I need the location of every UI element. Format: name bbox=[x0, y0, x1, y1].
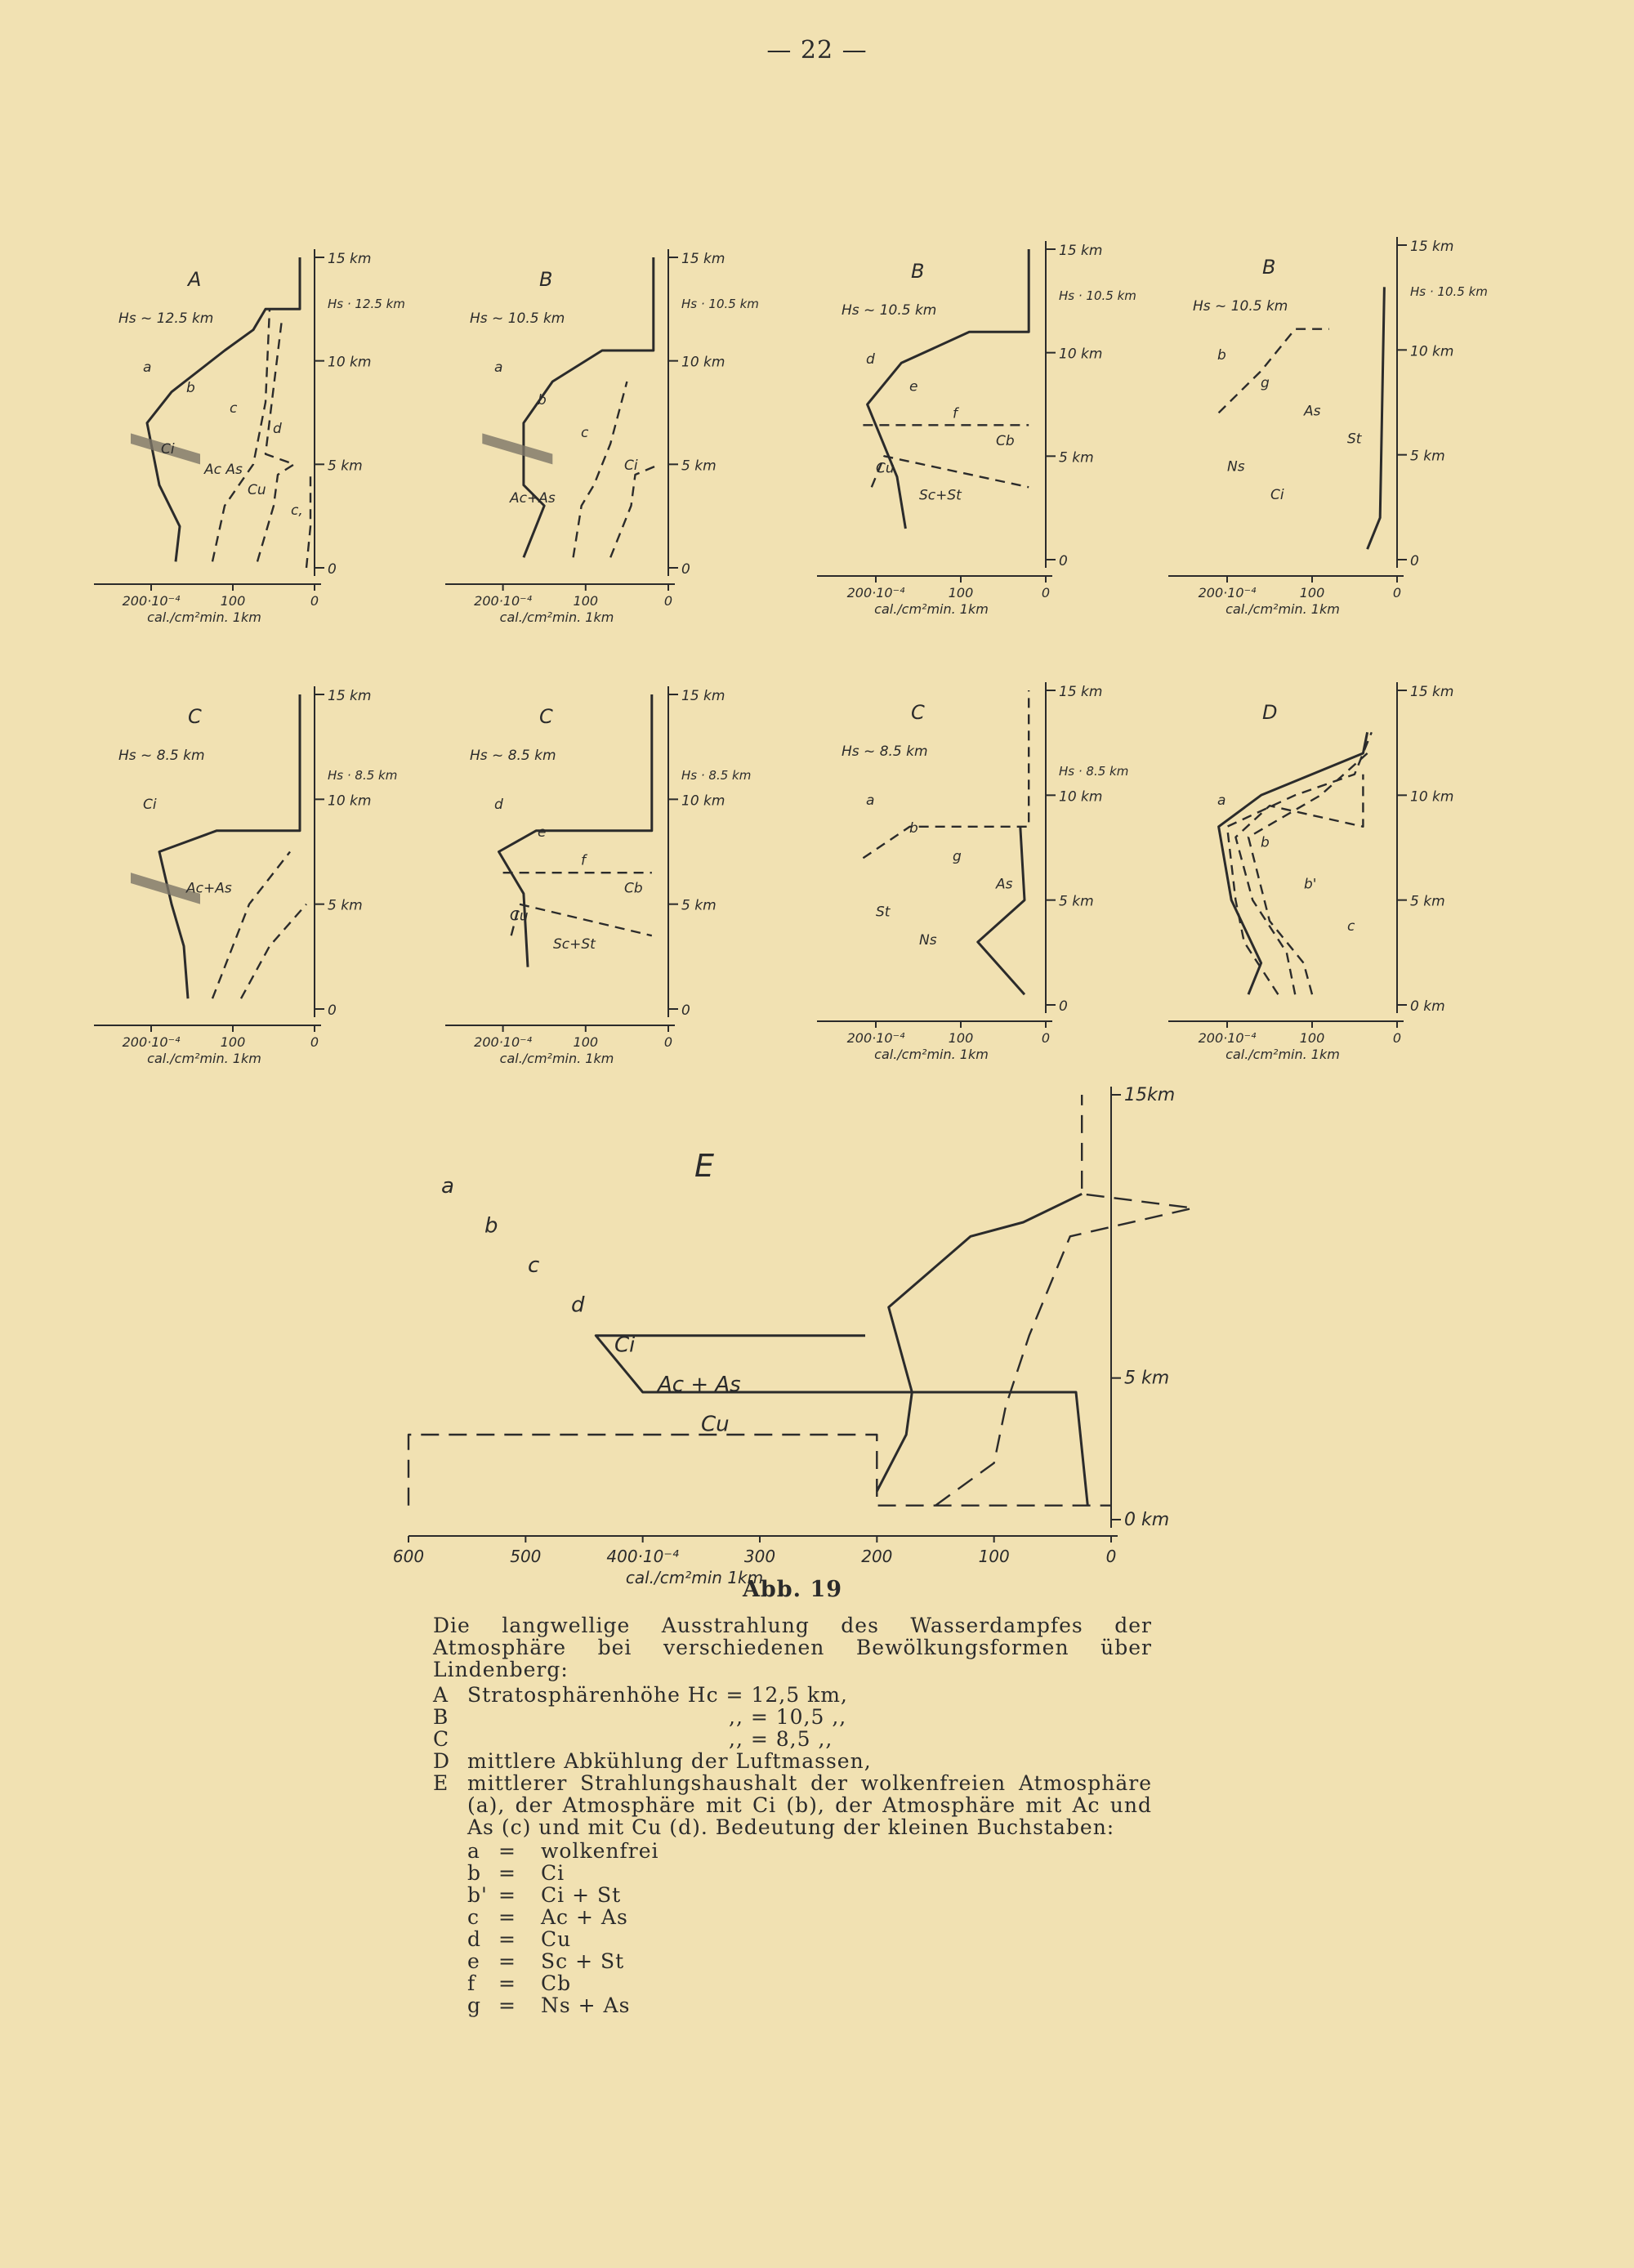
panel-c3-curve-label: As bbox=[996, 876, 1013, 893]
panel-c1-x-tick-label: 200·10⁻⁴ bbox=[122, 1034, 181, 1050]
panel-c2-x-tick-label: 200·10⁻⁴ bbox=[474, 1034, 533, 1050]
panel-c3-curve-label: b bbox=[909, 820, 918, 837]
panel-a-y-tick-label: 0 bbox=[328, 561, 337, 578]
panel-a-hs-label: Hs ~ 12.5 km bbox=[118, 310, 214, 327]
legend-list bbox=[467, 1840, 1152, 2016]
panel-c3-series-a bbox=[978, 827, 1025, 994]
panel-e-curve-label: Ci bbox=[614, 1333, 636, 1358]
panel-c2-series-a bbox=[499, 694, 652, 967]
panel-e-series-b bbox=[935, 1095, 1193, 1506]
legend-item bbox=[467, 1840, 1152, 1862]
caption-item-e bbox=[433, 1772, 1152, 1838]
panel-c1-series-c bbox=[241, 904, 306, 999]
panel-b1-curve-label: b bbox=[538, 392, 547, 409]
panel-c3-x-tick-label: 200·10⁻⁴ bbox=[846, 1030, 905, 1046]
panel-e-x-tick-label: 600 bbox=[392, 1547, 425, 1566]
panel-d-y-tick-label: 10 km bbox=[1410, 788, 1454, 806]
panel-b1-curve-label: a bbox=[494, 359, 503, 376]
panel-c2-y-tick-label: 10 km bbox=[681, 792, 725, 810]
caption-title: Abb. 19 bbox=[742, 1577, 843, 1602]
panel-b1-x-tick-label: 100 bbox=[573, 593, 599, 609]
panel-c1-hs-label: Hs ~ 8.5 km bbox=[118, 748, 205, 764]
legend-item bbox=[467, 1884, 1152, 1906]
panel-b3-curve-label: g bbox=[1261, 375, 1270, 392]
panel-c2-x-tick-label: 0 bbox=[663, 1034, 673, 1050]
panel-a-y-tick-label: 5 km bbox=[328, 458, 363, 475]
panel-a-curve-label: Cu bbox=[248, 482, 266, 498]
legend-value: Sc + St bbox=[541, 1949, 625, 1973]
panel-b2-curve-label: e bbox=[909, 378, 918, 395]
panel-b3-y-tick-label: 5 km bbox=[1410, 448, 1445, 465]
panel-c2-y-tick-label: 5 km bbox=[681, 897, 717, 914]
panel-c1-series-b bbox=[212, 852, 290, 999]
caption-intro: Die langwellige Ausstrahlung des Wasserdampfes der Atmosphäre bei verschiedenen Bewölkungsformen über Lindenberg: bbox=[433, 1614, 1152, 1681]
panel-a-curve-label: Ci bbox=[161, 441, 175, 458]
panel-c1-title: C bbox=[188, 705, 202, 728]
legend-eq: = bbox=[498, 1993, 516, 2017]
legend-eq: = bbox=[498, 1971, 516, 1995]
panel-c2-x-tick-label: 100 bbox=[573, 1034, 599, 1050]
panel-b1-y-tick-label: 5 km bbox=[681, 458, 717, 475]
panel-b3-curve-label: Ns bbox=[1227, 458, 1245, 475]
legend-item bbox=[467, 1950, 1152, 1972]
legend-value: wolkenfrei bbox=[541, 1839, 659, 1863]
panel-b1-cloud-band bbox=[482, 433, 552, 464]
panel-a-x-tick-label: 200·10⁻⁴ bbox=[122, 593, 181, 609]
legend-key: a bbox=[467, 1839, 480, 1863]
panel-a-curve-label: b bbox=[186, 380, 195, 396]
panel-e-curve-label: Ac + As bbox=[658, 1372, 741, 1397]
panel-b1-hs-right: Hs · 10.5 km bbox=[681, 297, 759, 311]
panel-b3-x-axis-label: cal./cm²min. 1km bbox=[1226, 601, 1340, 617]
legend-eq: = bbox=[498, 1861, 516, 1885]
panel-b1-curve-label: Ci bbox=[624, 458, 638, 474]
panel-d-y-tick-label: 0 km bbox=[1410, 998, 1445, 1015]
legend-value: Cu bbox=[541, 1927, 572, 1951]
panel-b1-series-c bbox=[610, 464, 660, 557]
legend-value: Cb bbox=[541, 1971, 572, 1995]
panel-c3-y-tick-label: 5 km bbox=[1059, 893, 1094, 910]
panel-e-title: E bbox=[694, 1148, 715, 1184]
panel-a-series-a bbox=[147, 257, 300, 561]
panel-d-series-c bbox=[1248, 753, 1368, 994]
panel-a-curve-label: d bbox=[273, 421, 282, 437]
caption-key: D bbox=[433, 1749, 451, 1773]
panel-b1-y-tick-label: 0 bbox=[681, 561, 690, 578]
panel-d-x-tick-label: 200·10⁻⁴ bbox=[1198, 1030, 1257, 1046]
caption-item-b bbox=[433, 1706, 1152, 1728]
legend-value: Ns + As bbox=[541, 1993, 631, 2017]
panel-b2-curve-label: Cb bbox=[996, 433, 1015, 449]
panel-c2-curve-label: Cu bbox=[510, 908, 529, 925]
legend-key: e bbox=[467, 1949, 480, 1973]
panel-b2-x-axis-label: cal./cm²min. 1km bbox=[874, 601, 989, 617]
panel-c2-y-tick-label: 0 bbox=[681, 1002, 690, 1019]
panel-c2-hs-right: Hs · 8.5 km bbox=[681, 768, 752, 783]
panel-c3-y-tick-label: 15 km bbox=[1059, 684, 1103, 700]
panel-b2-x-tick-label: 200·10⁻⁴ bbox=[846, 585, 905, 600]
panel-e-y-tick-label: 0 km bbox=[1124, 1510, 1170, 1530]
panel-e-y-tick-label: 5 km bbox=[1124, 1368, 1170, 1389]
panel-b3-y-tick-label: 15 km bbox=[1410, 239, 1454, 255]
legend-key: b bbox=[467, 1861, 482, 1885]
panel-c1-y-tick-label: 10 km bbox=[328, 792, 372, 810]
panel-d-x-tick-label: 0 bbox=[1392, 1030, 1402, 1046]
panel-e-curve-label: d bbox=[571, 1292, 585, 1318]
caption-text: Stratosphärenhöhe Hc = 12,5 km, bbox=[467, 1683, 848, 1707]
panel-a-x-tick-label: 0 bbox=[310, 593, 319, 609]
panel-c3-x-axis-label: cal./cm²min. 1km bbox=[874, 1047, 989, 1062]
panel-d-y-tick-label: 15 km bbox=[1410, 684, 1454, 700]
legend-key: b' bbox=[467, 1883, 488, 1907]
panel-e-series-d bbox=[408, 1435, 1111, 1506]
panel-d-curve-label: a bbox=[1217, 792, 1226, 809]
panel-c3-curve-label: St bbox=[876, 904, 891, 921]
panel-c2-curve-label: f bbox=[581, 852, 586, 869]
panel-a-curve-label: c bbox=[230, 400, 238, 417]
panel-c1-hs-right: Hs · 8.5 km bbox=[328, 768, 398, 783]
legend-item bbox=[467, 1906, 1152, 1928]
caption-key: A bbox=[433, 1683, 449, 1707]
panel-b2-curve-label: f bbox=[953, 405, 958, 422]
panel-d-curve-label: b bbox=[1261, 834, 1270, 851]
panel-b3-hs-right: Hs · 10.5 km bbox=[1410, 284, 1488, 299]
legend-eq: = bbox=[498, 1949, 516, 1973]
panel-c3-y-tick-label: 10 km bbox=[1059, 788, 1103, 806]
panel-a-y-tick-label: 10 km bbox=[328, 354, 372, 371]
panel-a-series-c bbox=[257, 319, 294, 561]
panel-b3-curve-label: Ci bbox=[1270, 486, 1284, 503]
legend-item bbox=[467, 1928, 1152, 1950]
panel-b2-y-tick-label: 5 km bbox=[1059, 449, 1094, 467]
panel-b1-series-b bbox=[574, 382, 627, 557]
panel-c3-x-tick-label: 100 bbox=[948, 1030, 974, 1046]
panel-a-x-tick-label: 100 bbox=[220, 593, 246, 609]
panel-b1-curve-label: c bbox=[581, 425, 589, 441]
panel-b1-x-tick-label: 200·10⁻⁴ bbox=[474, 593, 533, 609]
panel-c1-y-tick-label: 0 bbox=[328, 1002, 337, 1019]
panel-a-hs-right: Hs · 12.5 km bbox=[328, 297, 405, 311]
legend-eq: = bbox=[498, 1927, 516, 1951]
panel-c2-curve-label: d bbox=[494, 797, 503, 813]
panel-b3-y-tick-label: 0 bbox=[1410, 553, 1419, 569]
legend-item bbox=[467, 1972, 1152, 1994]
panel-b3-x-tick-label: 200·10⁻⁴ bbox=[1198, 585, 1257, 600]
panel-b3-series-b bbox=[1219, 329, 1329, 413]
panel-a-x-axis-label: cal./cm²min. 1km bbox=[147, 609, 261, 625]
panel-c3-y-tick-label: 0 bbox=[1059, 998, 1068, 1015]
panel-a-title: A bbox=[188, 268, 202, 291]
panel-e-curve-label: c bbox=[528, 1253, 540, 1279]
caption-key: B bbox=[433, 1705, 449, 1729]
caption-item-d bbox=[433, 1750, 1152, 1772]
panel-e-x-tick-label: 200 bbox=[861, 1547, 893, 1566]
panel-c2-curve-label: Sc+St bbox=[553, 935, 596, 953]
panel-c3-x-tick-label: 0 bbox=[1041, 1030, 1051, 1046]
panel-e-x-tick-label: 500 bbox=[510, 1547, 542, 1566]
panel-d-title: D bbox=[1262, 701, 1278, 724]
panel-c1-y-tick-label: 5 km bbox=[328, 897, 363, 914]
panel-c1-y-tick-label: 15 km bbox=[328, 688, 372, 704]
panel-d-curve-label: c bbox=[1347, 917, 1355, 935]
panel-c2-series-d bbox=[511, 904, 652, 936]
panel-b3-x-tick-label: 0 bbox=[1392, 585, 1402, 600]
panel-c2-hs-label: Hs ~ 8.5 km bbox=[470, 748, 556, 764]
panel-e-x-tick-label: 300 bbox=[743, 1547, 776, 1566]
panel-b2-x-tick-label: 100 bbox=[948, 585, 974, 600]
legend-value: Ci bbox=[541, 1861, 565, 1885]
panel-d-series-b bbox=[1227, 732, 1372, 994]
panel-b3-curve-label: As bbox=[1304, 403, 1321, 420]
legend-key: c bbox=[467, 1905, 480, 1929]
panel-d-curve-label: b' bbox=[1304, 876, 1317, 893]
panel-b3-curve-label: St bbox=[1347, 431, 1362, 448]
panel-c2-y-tick-label: 15 km bbox=[681, 688, 725, 704]
legend-item bbox=[467, 1862, 1152, 1884]
panel-d-x-axis-label: cal./cm²min. 1km bbox=[1226, 1047, 1340, 1062]
panel-c1-x-tick-label: 0 bbox=[310, 1034, 319, 1050]
panel-b2-x-tick-label: 0 bbox=[1041, 585, 1051, 600]
panel-c1-curve-label: Ci bbox=[143, 797, 157, 813]
panel-d-x-tick-label: 100 bbox=[1299, 1030, 1325, 1046]
panel-e-curve-label: a bbox=[441, 1174, 454, 1199]
panel-c1-series-a bbox=[159, 694, 300, 998]
panel-b2-curve-label: Sc+St bbox=[919, 487, 962, 504]
panel-b3-hs-label: Hs ~ 10.5 km bbox=[1193, 298, 1288, 315]
caption-key: C bbox=[433, 1727, 450, 1751]
panel-e-curve-label: Cu bbox=[701, 1412, 730, 1437]
panel-b2-hs-right: Hs · 10.5 km bbox=[1059, 288, 1136, 303]
panel-c1-curve-label: Ac+As bbox=[186, 880, 232, 897]
panel-c1-x-axis-label: cal./cm²min. 1km bbox=[147, 1051, 261, 1066]
panel-b1-x-axis-label: cal./cm²min. 1km bbox=[499, 609, 614, 625]
page-number: — 22 — bbox=[766, 36, 868, 65]
panel-c2-curve-label: e bbox=[538, 824, 547, 842]
panel-b2-y-tick-label: 15 km bbox=[1059, 243, 1103, 259]
legend-value: Ac + As bbox=[541, 1905, 628, 1929]
panel-b3-series-a bbox=[1368, 287, 1385, 549]
panel-c3-series-b bbox=[863, 690, 1029, 858]
caption-key: E bbox=[433, 1771, 449, 1795]
panel-c3-title: C bbox=[911, 701, 925, 724]
legend-eq: = bbox=[498, 1905, 516, 1929]
panel-b2-y-tick-label: 0 bbox=[1059, 553, 1068, 569]
legend-eq: = bbox=[498, 1883, 516, 1907]
panel-c3-curve-label: g bbox=[953, 848, 962, 865]
panel-e-series-c bbox=[596, 1336, 1087, 1506]
caption bbox=[433, 1614, 1152, 2016]
panel-e-x-tick-label: 0 bbox=[1105, 1547, 1117, 1566]
panel-c3-curve-label: Ns bbox=[919, 931, 937, 949]
panel-b1-y-tick-label: 10 km bbox=[681, 354, 725, 371]
legend-item bbox=[467, 1994, 1152, 2016]
panel-a-curve-label: a bbox=[143, 359, 152, 376]
panel-e-x-tick-label: 100 bbox=[978, 1547, 1010, 1566]
panel-b3-curve-label: b bbox=[1217, 347, 1226, 364]
panel-e-y-tick-label: 15km bbox=[1124, 1085, 1176, 1105]
panel-b2-title: B bbox=[911, 260, 925, 283]
panel-b3-x-tick-label: 100 bbox=[1299, 585, 1325, 600]
panel-b2-curve-label: d bbox=[866, 351, 875, 368]
panel-b1-hs-label: Hs ~ 10.5 km bbox=[470, 310, 565, 327]
caption-text: mittlere Abkühlung der Luftmassen, bbox=[467, 1749, 872, 1773]
caption-item-c bbox=[433, 1728, 1152, 1750]
caption-text: ,, = 8,5 ,, bbox=[729, 1727, 833, 1751]
panel-e-x-axis-label: cal./cm²min 1km bbox=[625, 1568, 764, 1587]
panel-b3-title: B bbox=[1262, 256, 1276, 279]
panel-e-series-a bbox=[877, 1194, 1082, 1491]
panel-c2-x-axis-label: cal./cm²min. 1km bbox=[499, 1051, 614, 1066]
panel-a-curve-label: c, bbox=[291, 502, 303, 519]
panel-c1-x-tick-label: 100 bbox=[220, 1034, 246, 1050]
panel-b2-hs-label: Hs ~ 10.5 km bbox=[842, 302, 937, 319]
panel-c3-hs-label: Hs ~ 8.5 km bbox=[842, 743, 928, 760]
legend-key: g bbox=[467, 1993, 482, 2017]
panel-b1-title: B bbox=[539, 268, 553, 291]
panel-b3-y-tick-label: 10 km bbox=[1410, 343, 1454, 360]
panel-c2-title: C bbox=[539, 705, 553, 728]
panel-d-series-a bbox=[1219, 732, 1368, 994]
caption-item-a bbox=[433, 1684, 1152, 1706]
panel-e-x-tick-label: 400·10⁻⁴ bbox=[606, 1547, 679, 1566]
panel-b2-curve-label: Cu bbox=[876, 460, 895, 477]
legend-eq: = bbox=[498, 1839, 516, 1863]
caption-text: ,, = 10,5 ,, bbox=[729, 1705, 847, 1729]
panel-a-series-b bbox=[212, 309, 270, 561]
panel-e-curve-label: b bbox=[484, 1213, 498, 1239]
panel-d-y-tick-label: 5 km bbox=[1410, 893, 1445, 910]
legend-key: f bbox=[467, 1971, 476, 1995]
panel-c2-curve-label: Cb bbox=[624, 880, 643, 897]
panel-b1-curve-label: Ac+As bbox=[510, 490, 556, 507]
legend-key: d bbox=[467, 1927, 482, 1951]
panel-b1-y-tick-label: 15 km bbox=[681, 251, 725, 267]
panel-a-curve-label: Ac As bbox=[204, 462, 243, 478]
caption-text: mittlerer Strahlungshaushalt der wolkenfreien Atmosphäre (a), der Atmosphäre mit Ci (b), der Atmosphäre mit Ac und As (c) und mit Cu (d). Bedeutung der kleinen Buchstaben: bbox=[467, 1771, 1152, 1839]
panel-c3-curve-label: a bbox=[866, 792, 875, 809]
panel-a-y-tick-label: 15 km bbox=[328, 251, 372, 267]
panel-c3-hs-right: Hs · 8.5 km bbox=[1059, 764, 1129, 779]
panel-b2-y-tick-label: 10 km bbox=[1059, 346, 1103, 363]
panel-b1-x-tick-label: 0 bbox=[663, 593, 673, 609]
panel-a-series-d bbox=[306, 475, 310, 568]
legend-value: Ci + St bbox=[541, 1883, 622, 1907]
